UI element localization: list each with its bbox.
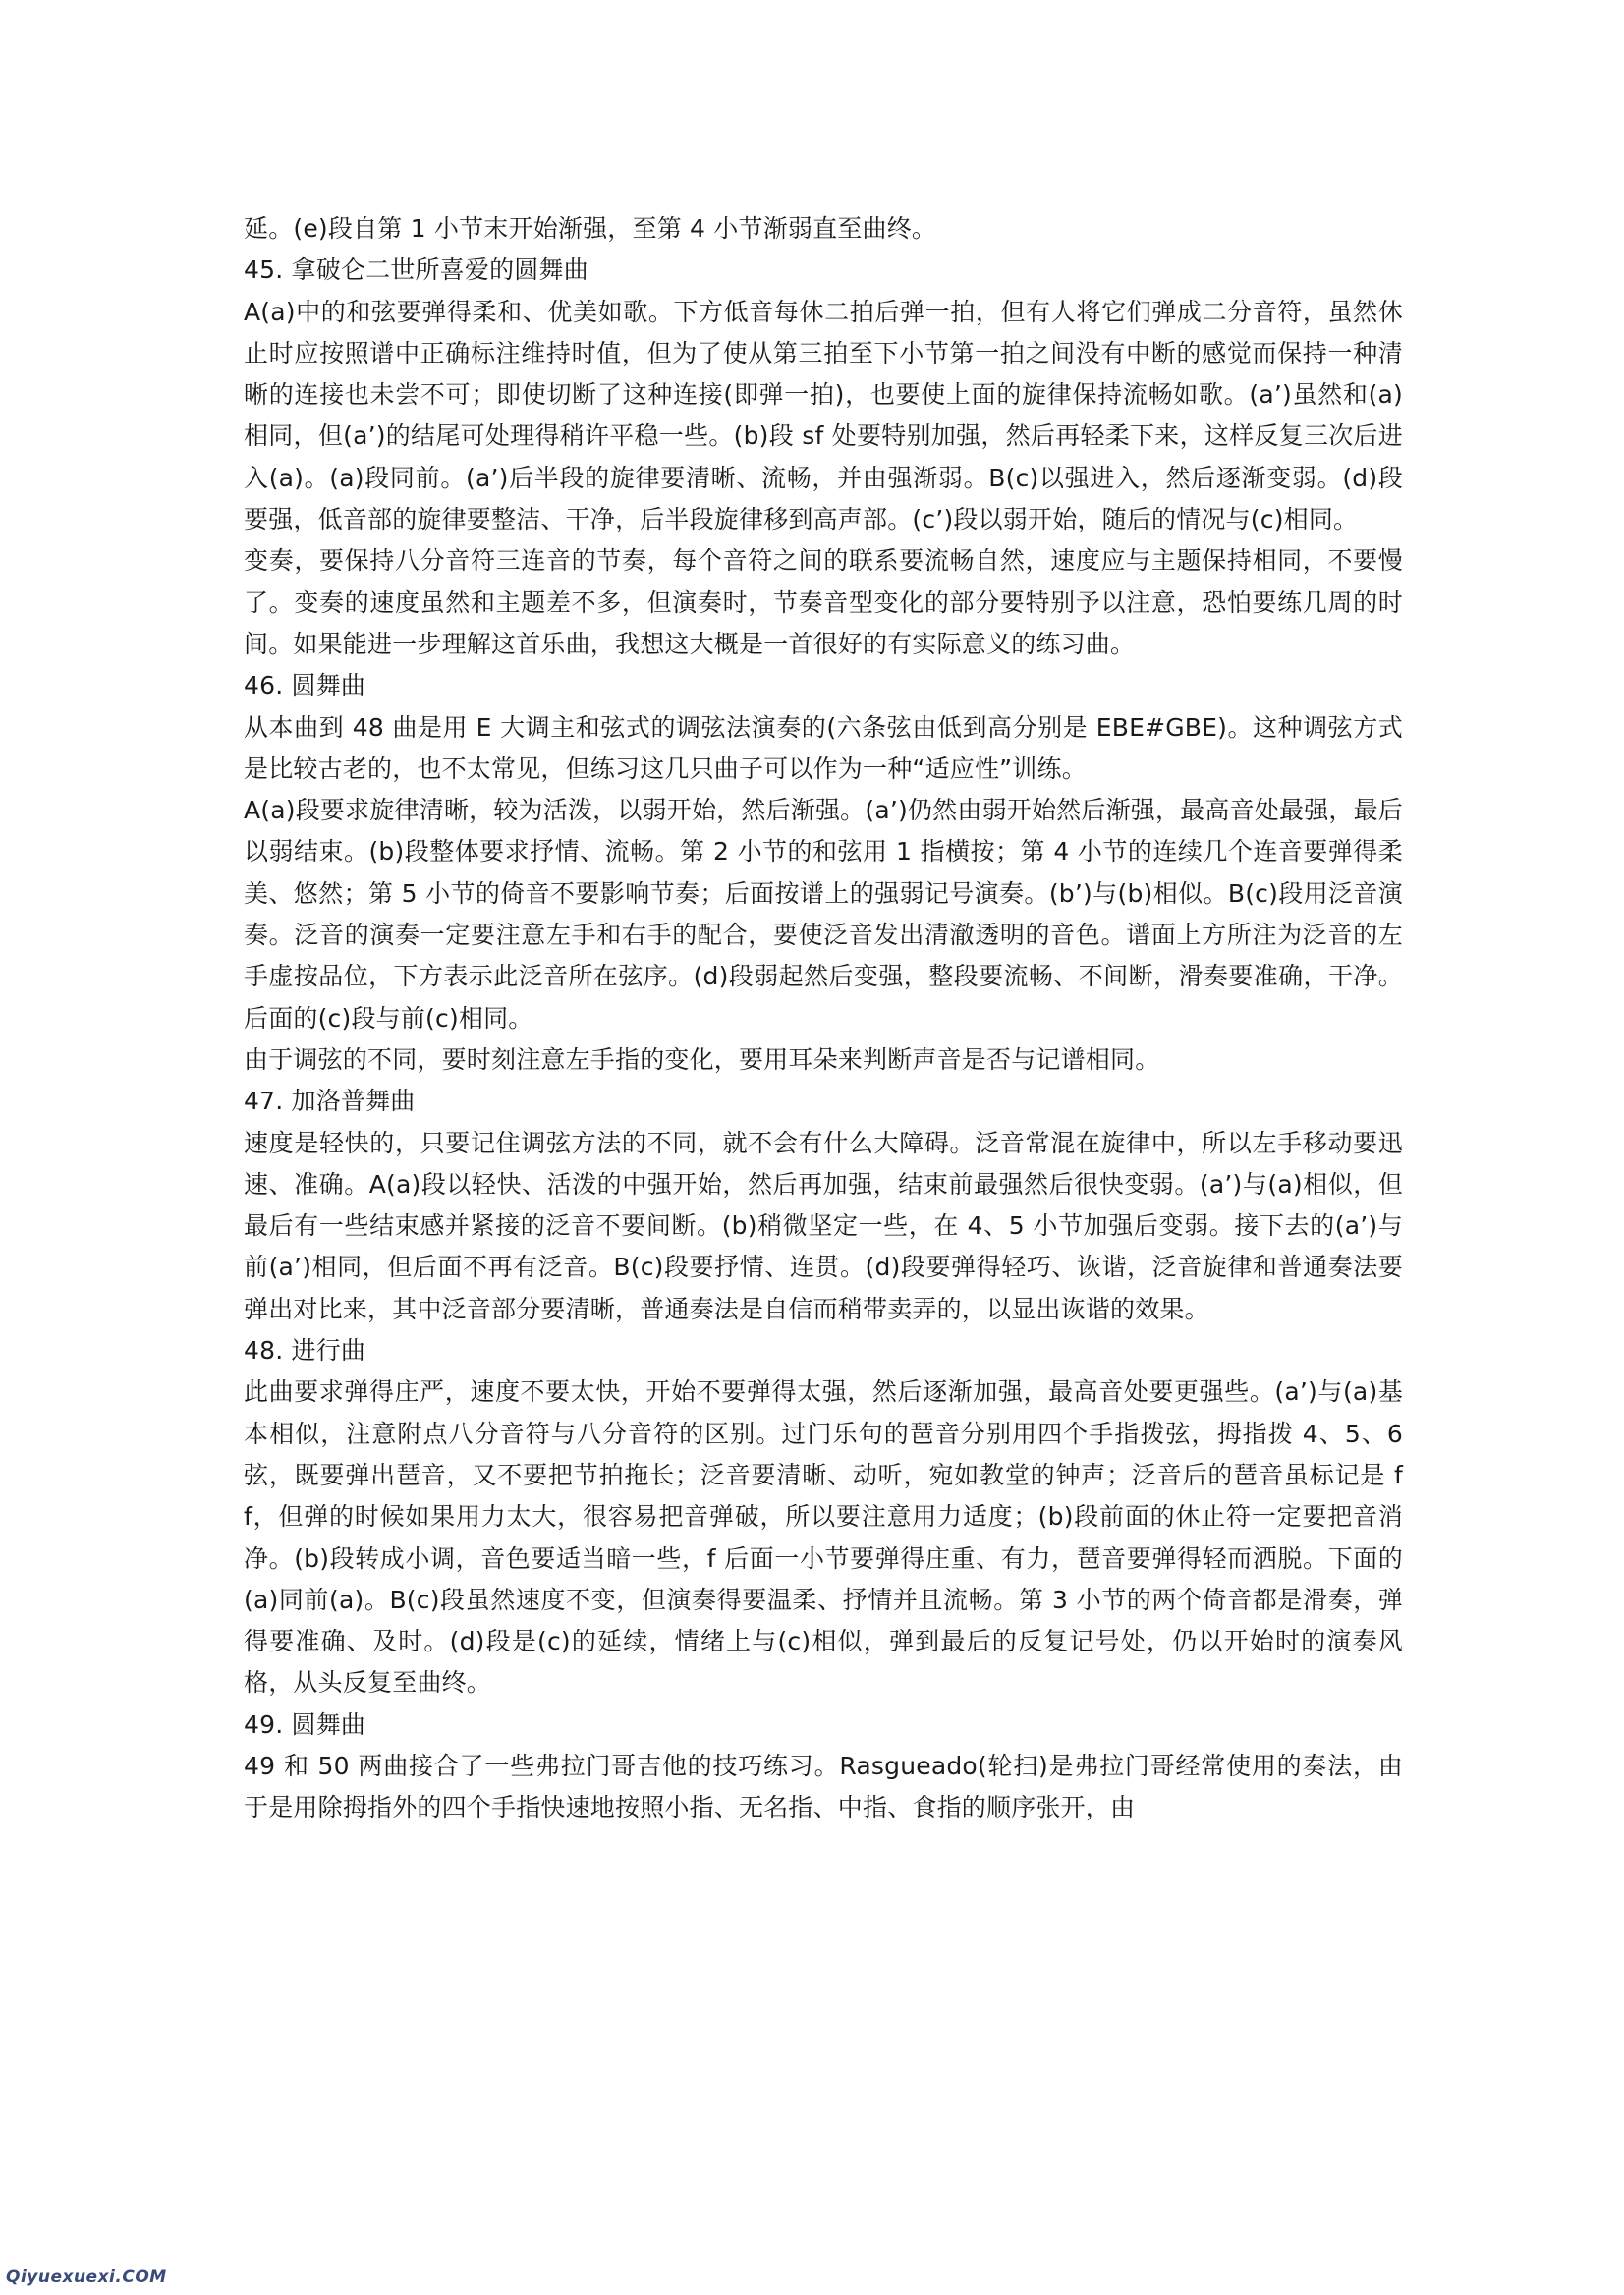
- section-heading-46: 46. 圆舞曲: [244, 671, 366, 700]
- section-heading-45: 45. 拿破仑二世所喜爱的圆舞曲: [244, 255, 588, 285]
- section-heading-49: 49. 圆舞曲: [244, 1709, 366, 1739]
- paragraph: 由于调弦的不同，要时刻注意左手指的变化，要用耳朵来判断声音是否与记谱相同。: [244, 1044, 1160, 1074]
- paragraph: 49 和 50 两曲接合了一些弗拉门哥吉他的技巧练习。Rasgueado(轮扫)是弗拉门哥经常使用的奏法，由于是用除拇指外的四个手指快速地按照小指、无名指、中指、食指的顺序张开，由: [244, 1751, 1403, 1822]
- paragraph: A(a)段要求旋律清晰，较为活泼，以弱开始，然后渐强。(a’)仍然由弱开始然后渐强，最高音处最强，最后以弱结束。(b)段整体要求抒情、流畅。第 2 小节的和弦用 1 指横按；第 4 小节的连续几个连音要弹得柔美、悠然；第 5 小节的倚音不要影响节奏；后面按谱上的强弱记号演奏。(b’)与(b)相似。B(c)段用泛音演奏。泛音的演奏一定要注意左手和右手的配合，要使泛音发出清澈透明的音色。谱面上方所注为泛音的左手虚按品位，下方表示此泛音所在弦序。(d)段弱起然后变强，整段要流畅、不间断，滑奏要准确，干净。后面的(c)段与前(c)相同。: [244, 796, 1403, 1033]
- paragraph: 速度是轻快的，只要记住调弦方法的不同，就不会有什么大障碍。泛音常混在旋律中，所以左手移动要迅速、准确。A(a)段以轻快、活泼的中强开始，然后再加强，结束前最强然后很快变弱。(a’)与(a)相似，但最后有一些结束感并紧接的泛音不要间断。(b)稍微坚定一些，在 4、5 小节加强后变弱。接下去的(a’)与前(a’)相同，但后面不再有泛音。B(c)段要抒情、连贯。(d)段要弹得轻巧、诙谐，泛音旋律和普通奏法要弹出对比来，其中泛音部分要清晰，普通奏法是自信而稍带卖弄的，以显出诙谐的效果。: [244, 1128, 1403, 1323]
- document-body: [244, 208, 1403, 1829]
- section-heading-48: 48. 进行曲: [244, 1336, 366, 1366]
- paragraph: 此曲要求弹得庄严，速度不要太快，开始不要弹得太强，然后逐渐加强，最高音处要更强些。(a’)与(a)基本相似，注意附点八分音符与八分音符的区别。过门乐句的琶音分别用四个手指拨弦，拇指拨 4、5、6 弦，既要弹出琶音，又不要把节拍拖长；泛音要清晰、动听，宛如教堂的钟声；泛音后的琶音虽标记是 ff，但弹的时候如果用力太大，很容易把音弹破，所以要注意用力适度；(b)段前面的休止符一定要把音消净。(b)段转成小调，音色要适当暗一些，f 后面一小节要弹得庄重、有力，琶音要弹得轻而洒脱。下面的(a)同前(a)。B(c)段虽然速度不变，但演奏得要温柔、抒情并且流畅。第 3 小节的两个倚音都是滑奏，弹得要准确、及时。(d)段是(c)的延续，情绪上与(c)相似，弹到最后的反复记号处，仍以开始时的演奏风格，从头反复至曲终。: [244, 1377, 1403, 1698]
- paragraph: 延。(e)段自第 1 小节末开始渐强，至第 4 小节渐弱直至曲终。: [244, 214, 937, 243]
- site-watermark: Qiyuexuexi.COM: [6, 2267, 167, 2287]
- paragraph: 从本曲到 48 曲是用 E 大调主和弦式的调弦法演奏的(六条弦由低到高分别是 EBE#GBE)。这种调弦方式是比较古老的，也不太常见，但练习这几只曲子可以作为一种“适应性”训练。: [244, 712, 1403, 783]
- paragraph: A(a)中的和弦要弹得柔和、优美如歌。下方低音每休二拍后弹一拍，但有人将它们弹成二分音符，虽然休止时应按照谱中正确标注维持时值，但为了使从第三拍至下小节第一拍之间没有中断的感觉而保持一种清晰的连接也未尝不可；即使切断了这种连接(即弹一拍)，也要使上面的旋律保持流畅如歌。(a’)虽然和(a)相同，但(a’)的结尾可处理得稍许平稳一些。(b)段 sf 处要特别加强，然后再轻柔下来，这样反复三次后进入(a)。(a)段同前。(a’)后半段的旋律要清晰、流畅，并由强渐弱。B(c)以强进入，然后逐渐变弱。(d)段要强，低音部的旋律要整洁、干净，后半段旋律移到高声部。(c’)段以弱开始，随后的情况与(c)相同。: [244, 297, 1403, 534]
- section-heading-47: 47. 加洛普舞曲: [244, 1087, 416, 1116]
- paragraph: 变奏，要保持八分音符三连音的节奏，每个音符之间的联系要流畅自然，速度应与主题保持相同，不要慢了。变奏的速度虽然和主题差不多，但演奏时，节奏音型变化的部分要特别予以注意，恐怕要练几周的时间。如果能进一步理解这首乐曲，我想这大概是一首很好的有实际意义的练习曲。: [244, 546, 1403, 658]
